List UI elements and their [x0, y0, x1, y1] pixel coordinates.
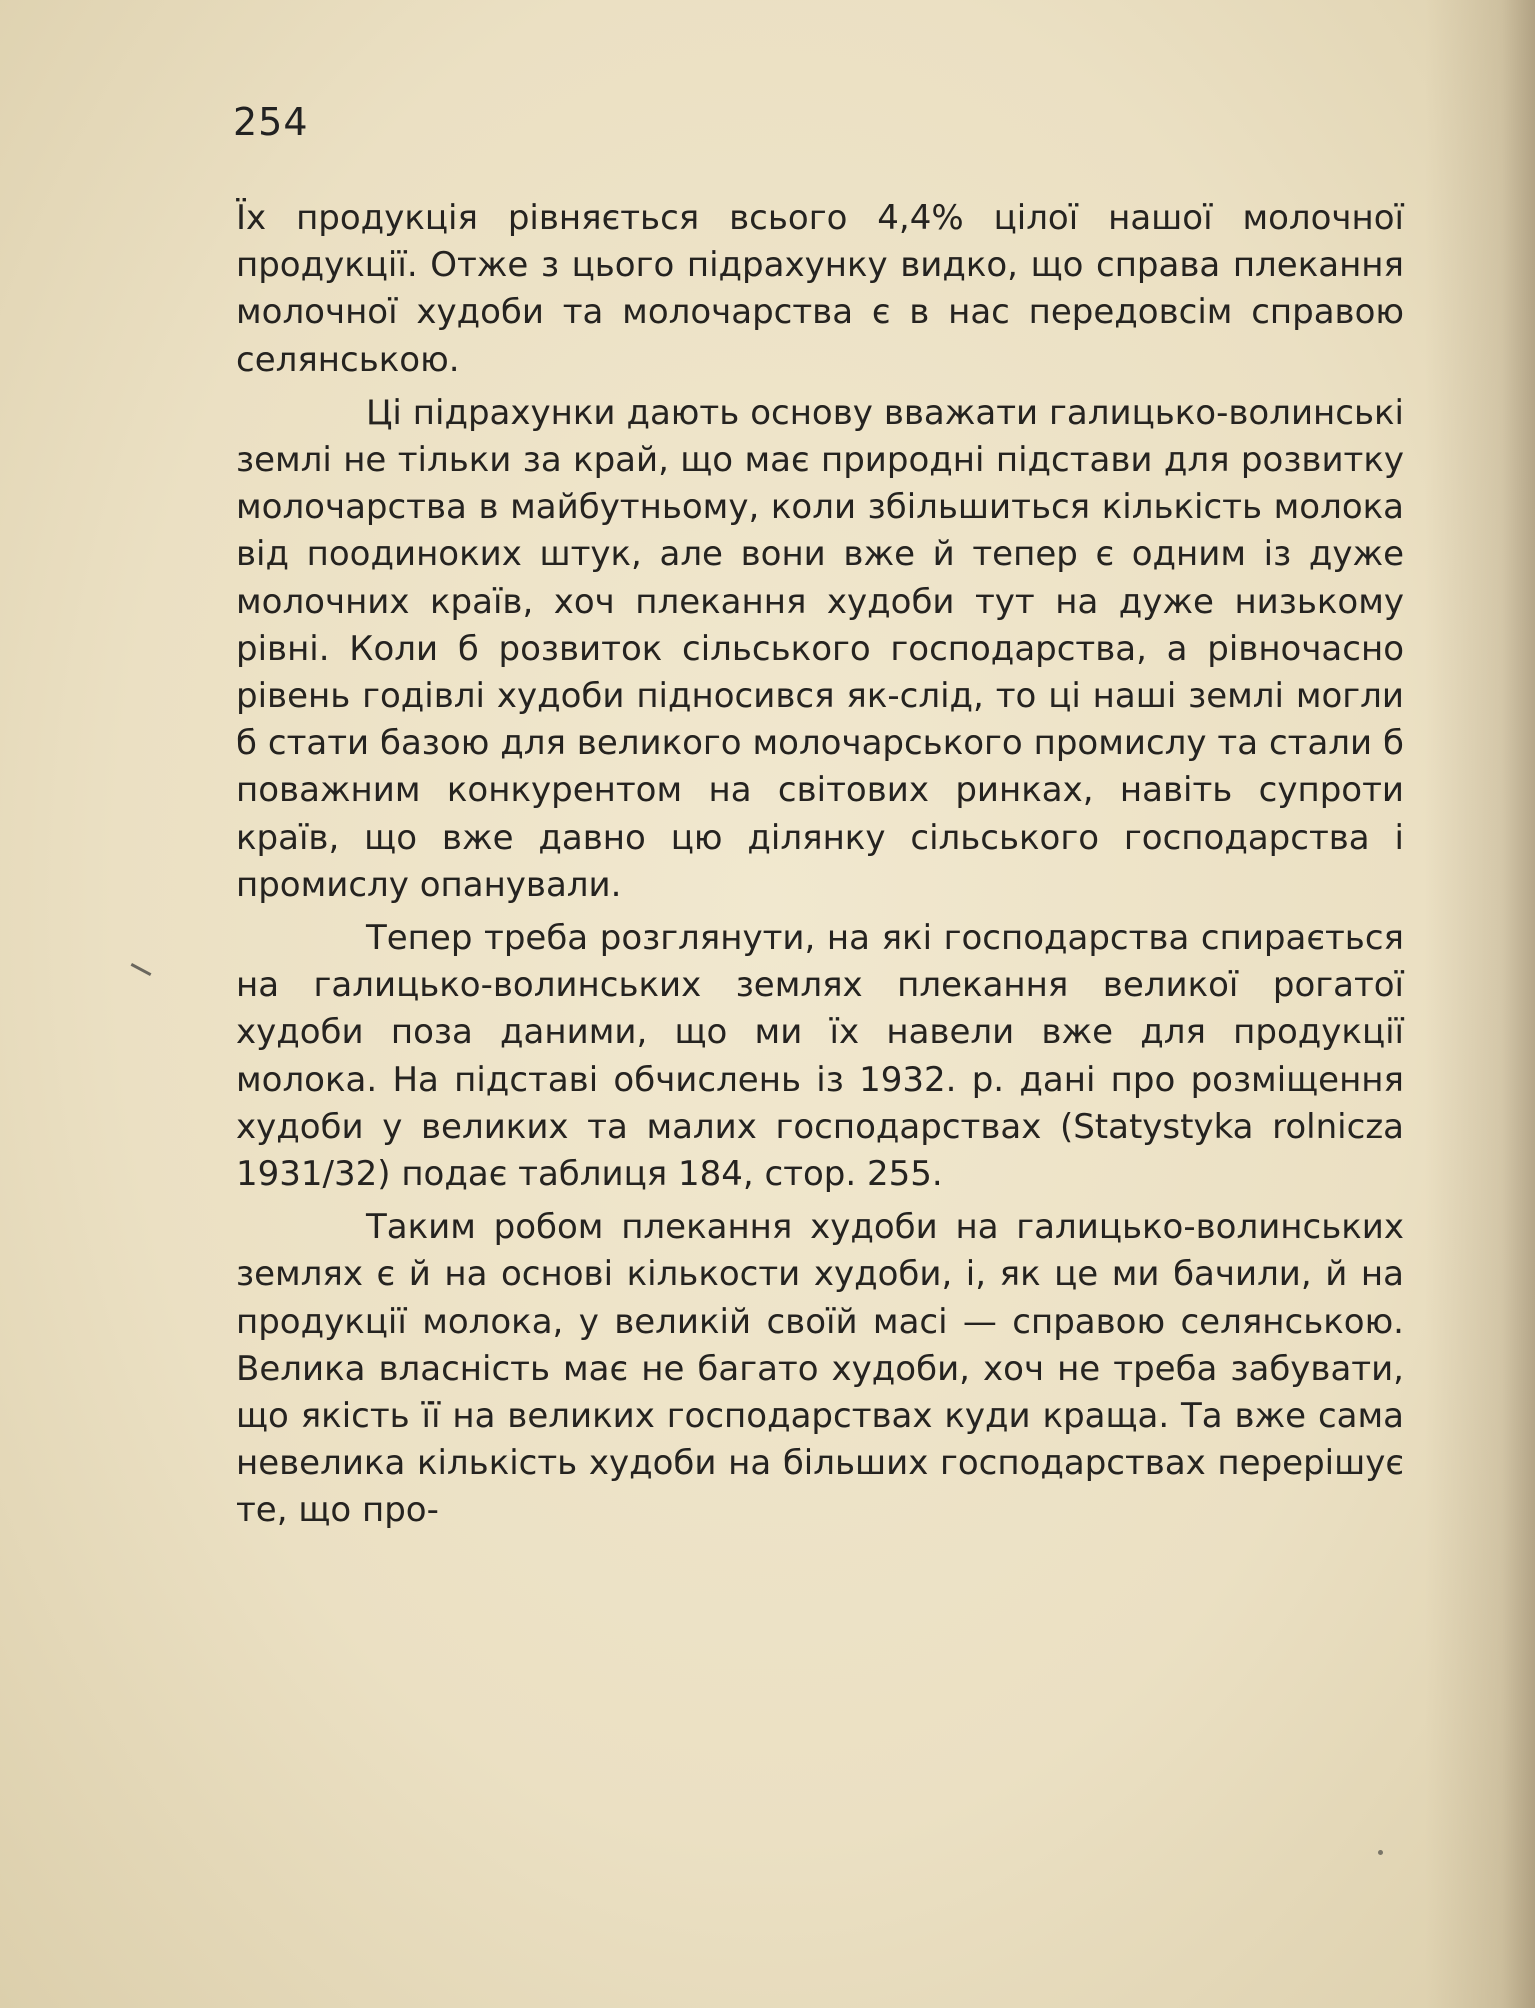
paragraph-4: Таким робом плекання худоби на галицько-волинських землях є й на основі кількости худоби, і, як це ми бачили, й на продукції молока, у великій своїй масі — справою селянською. Велика власність має не багато худоби, хоч не треба забувати, що якість її на великих господарствах куди краща. Та вже сама невелика кількість худоби на більших господарствах перерішує те, що про- — [236, 1207, 1404, 1531]
page-number: 254 — [233, 100, 309, 144]
paragraph-3: Тепер треба розглянути, на які господарства спирається на галицько-волинських землях плекання великої рогатої худоби поза даними, що ми їх навели вже для продукції молока. На підставі обчислень із 1932. р. дані про розміщення худоби у великих та малих господарствах (Statystyka rolnicza 1931/32) подає таблиця 184, стор. 255. — [236, 918, 1404, 1195]
page-edge-shadow — [1425, 0, 1535, 2008]
paragraph-2: Ці підрахунки дають основу вважати галицько-волинські землі не тільки за край, що має природні підстави для розвитку молочарства в майбутньому, коли збільшиться кількість молока від поодиноких штук, але вони вже й тепер є одним із дуже молочних країв, хоч плекання худоби тут на дуже низькому рівні. Коли б розвиток сільського господарства, а рівночасно рівень годівлі худоби підносився як-слід, то ці наші землі могли б стати базою для великого молочарського промислу та стали б поважним конкурентом на світових ринках, навіть супроти країв, що вже давно цю ділянку сільського господарства і промислу опанували. — [236, 392, 1404, 905]
body-text — [236, 195, 1404, 1541]
paragraph-1: Їх продукція рівняється всього 4,4% цілої нашої молочної продукції. Отже з цього підрахунку видко, що справа плекання молочної худоби та молочарства є в нас передовсім справою селянською. — [236, 198, 1404, 380]
ink-speck — [1378, 1850, 1383, 1855]
margin-mark — [131, 963, 152, 976]
